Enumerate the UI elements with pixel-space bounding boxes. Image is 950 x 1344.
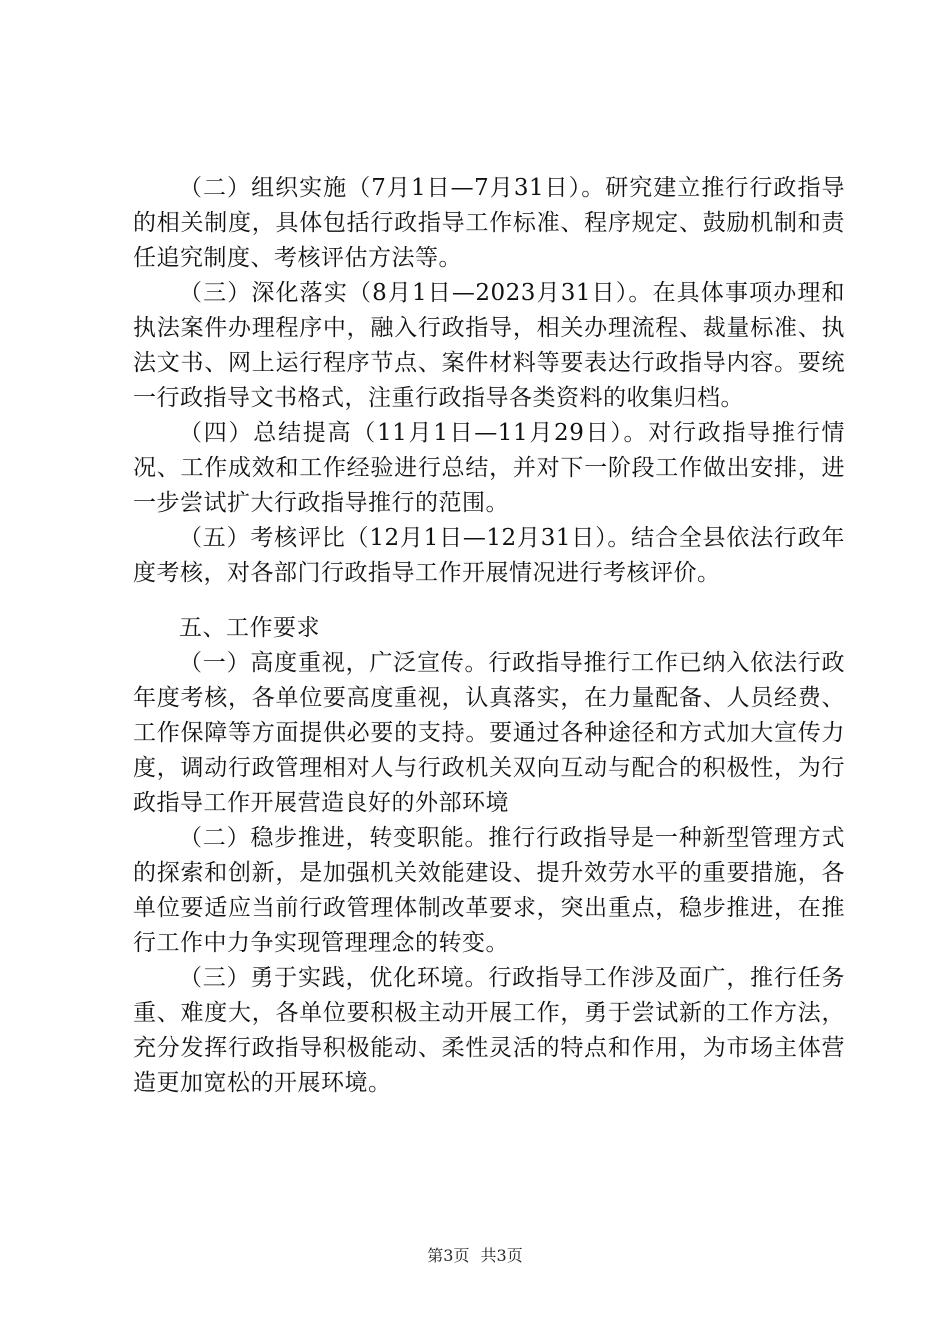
page-footer bbox=[0, 1246, 950, 1266]
paragraph-requirement-1: （一）高度重视，广泛宣传。行政指导推行工作已纳入依法行政年度考核，各单位要高度重视，认真落实，在力量配备、人员经费、工作保障等方面提供必要的支持。要通过各种途径和方式加大宣传力度，调动行政管理相对人与行政机关双向互动与配合的积极性，为行政指导工作开展营造良好的外部环境 bbox=[133, 650, 845, 816]
paragraph-requirement-2: （二）稳步推进，转变职能。推行行政指导是一种新型管理方式的探索和创新，是加强机关效能建设、提升效劳水平的重要措施，各单位要适应当前行政管理体制改革要求，突出重点，稳步推进，在推行工作中力争实现管理理念的转变。 bbox=[133, 825, 845, 956]
section-heading: 五、工作要求 bbox=[179, 615, 320, 641]
paragraph-requirement-3: （三）勇于实践，优化环境。行政指导工作涉及面广，推行任务重、难度大，各单位要积极主动开展工作，勇于尝试新的工作方法，充分发挥行政指导积极能动、柔性灵活的特点和作用，为市场主体营造更加宽松的开展环境。 bbox=[133, 965, 845, 1096]
page-total: 共3页 bbox=[480, 1246, 523, 1265]
paragraph-assessment: （五）考核评比（12月1日—12月31日）。结合全县依法行政年度考核，对各部门行政指导工作开展情况进行考核评价。 bbox=[133, 525, 845, 586]
paragraph-summary: （四）总结提高（11月1日—11月29日）。对行政指导推行情况、工作成效和工作经验进行总结，并对下一阶段工作做出安排，进一步尝试扩大行政指导推行的范围。 bbox=[133, 420, 845, 516]
paragraph-deepening: （三）深化落实（8月1日—2023月31日）。在具体事项办理和执法案件办理程序中，融入行政指导，相关办理流程、裁量标准、执法文书、网上运行程序节点、案件材料等要表达行政指导内容。要统一行政指导文书格式，注重行政指导各类资料的收集归档。 bbox=[133, 280, 845, 411]
page-number: 第3页 bbox=[427, 1246, 470, 1265]
paragraph-implementation: （二）组织实施（7月1日—7月31日）。研究建立推行行政指导的相关制度，具体包括行政指导工作标准、程序规定、鼓励机制和责任追究制度、考核评估方法等。 bbox=[133, 175, 845, 271]
document-body bbox=[133, 171, 845, 1101]
